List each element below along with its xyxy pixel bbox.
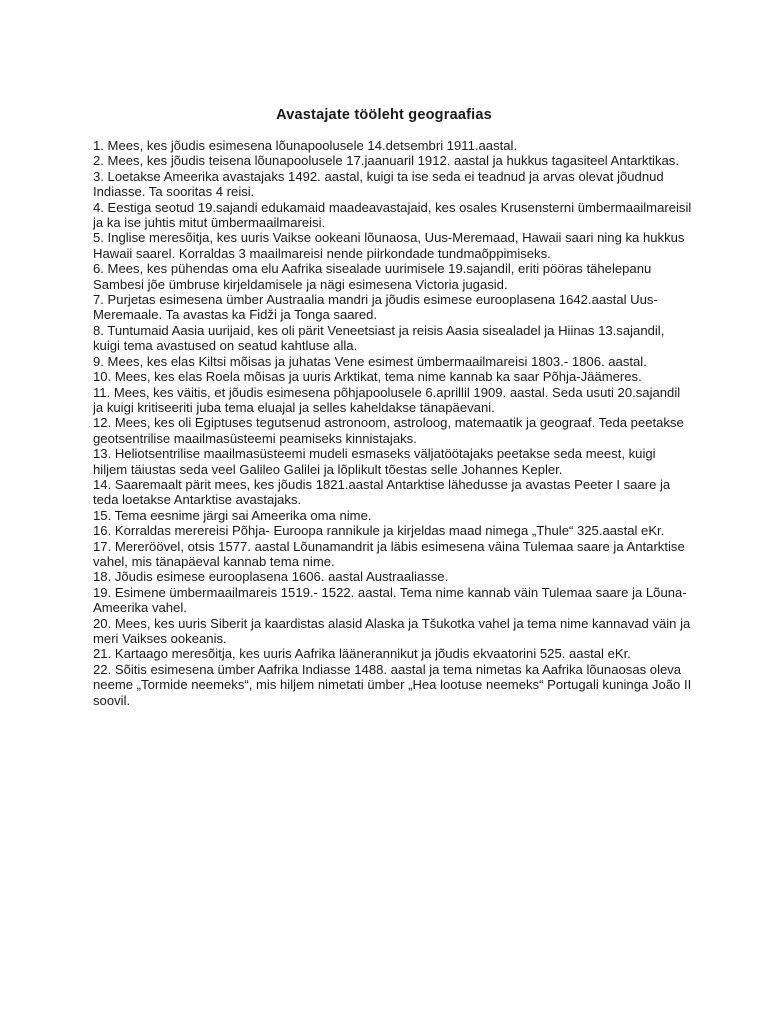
document-title: Avastajate tööleht geograafias (276, 107, 492, 123)
question-item: 18. Jõudis esimese eurooplasena 1606. aastal Austraaliasse. (93, 569, 449, 585)
question-item: 17. Mereröövel, otsis 1577. aastal Lõunamandrit ja läbis esimesena väina Tulemaa saare ja Antarktise vahel, mis tänapäeval kannab tema nime. (93, 538, 685, 569)
question-list (93, 138, 693, 708)
question-item: 15. Tema eesnime järgi sai Ameerika oma nime. (93, 507, 372, 523)
question-item: 2. Mees, kes jõudis teisena lõunapoolusele 17.jaanuaril 1912. aastal ja hukkus tagasiteel Antarktikas. (93, 153, 679, 169)
question-item: 10. Mees, kes elas Roela mõisas ja uuris Arktikat, tema nime kannab ka saar Põhja-Jäämeres. (93, 369, 642, 385)
question-item: 7. Purjetas esimesena ümber Austraalia mandri ja jõudis esimese eurooplasena 1642.aastal Uus- Meremaale. Ta avastas ka Fidži ja Tonga saared. (93, 292, 658, 323)
question-item: 5. Inglise meresõitja, kes uuris Vaikse ookeani lõunaosa, Uus-Meremaad, Hawaii saari ning ka hukkus Hawaii saarel. Korraldas 3 maailmareisi nende piirkondade tundmaõppimiseks. (93, 230, 685, 261)
question-item: 16. Korraldas merereisi Põhja- Euroopa rannikule ja kirjeldas maad nimega „Thule“ 325.aastal eKr. (93, 523, 665, 539)
question-item: 21. Kartaago meresõitja, kes uuris Aafrika läänerannikut ja jõudis ekvaatorini 525. aastal eKr. (93, 646, 631, 662)
question-item: 14. Saaremaalt pärit mees, kes jõudis 1821.aastal Antarktise lähedusse ja avastas Peeter I saare ja teda loetakse Antarktise avastajaks. (93, 476, 671, 508)
question-item: 11. Mees, kes väitis, et jõudis esimesena põhjapoolusele 6.aprillil 1909. aastal. Seda usuti 20.sajandil ja kuigi kritiseeriti juba tema eluajal ja selles kaheldakse tänapäevani. (93, 384, 681, 415)
question-item: 19. Esimene ümbermaailmareis 1519.- 1522. aastal. Tema nime kannab väin Tulemaa saare ja Lõuna- Ameerika vahel. (93, 584, 687, 616)
question-item: 3. Loetakse Ameerika avastajaks 1492. aastal, kuigi ta ise seda ei teadnud ja arvas olevat jõudnud Indiasse. Ta sooritas 4 reisi. (93, 168, 664, 200)
question-item: 6. Mees, kes pühendas oma elu Aafrika sisealade uurimisele 19.sajandil, eriti pööras tähelepanu Sambesi jõe ümbruse kirjeldamisele ja nägi esimesena Victoria jugasid. (93, 261, 652, 292)
question-item: 1. Mees, kes jõudis esimesena lõunapoolusele 14.detsembri 1911.aastal. (93, 138, 518, 153)
question-item: 4. Eestiga seotud 19.sajandi edukamaid maadeavastajaid, kes osales Krusensterni ümbermaailmareisil ja ka ise juhtis mitut ümbermaailmareisi. (93, 199, 692, 231)
question-item: 22. Sõitis esimesena ümber Aafrika Indiasse 1488. aastal ja tema nimetas ka Aafrika lõunaosas oleva neeme „Tormide neemeks“, mis hiljem nimetati ümber „Hea lootuse neemeks“ Portugali kuninga João II soovil. (93, 661, 692, 708)
question-item: 12. Mees, kes oli Egiptuses tegutsenud astronoom, astroloog, matemaatik ja geograaf. Teda peetakse geotsentrilise maailmasüsteemi peamiseks kinnistajaks. (93, 415, 684, 446)
question-item: 13. Heliotsentrilise maailmasüsteemi mudeli esmaseks väljatöötajaks peetakse seda meest, kuigi hiljem täiustas seda veel Galileo Galilei ja lõplikult tõestas selle Johannes Kepler. (93, 446, 656, 477)
question-item: 9. Mees, kes elas Kiltsi mõisas ja juhatas Vene esimest ümbermaailmareisi 1803.- 1806. aastal. (93, 353, 647, 369)
question-item: 20. Mees, kes uuris Siberit ja kaardistas alasid Alaska ja Tšukotka vahel ja tema nime kannavad väin ja meri Vaikses ookeanis. (93, 615, 691, 646)
question-item: 8. Tuntumaid Aasia uurijaid, kes oli pärit Veneetsiast ja reisis Aasia sisealadel ja Hiinas 13.sajandil, kuigi tema avastused on seatud kahtluse alla. (93, 322, 665, 354)
